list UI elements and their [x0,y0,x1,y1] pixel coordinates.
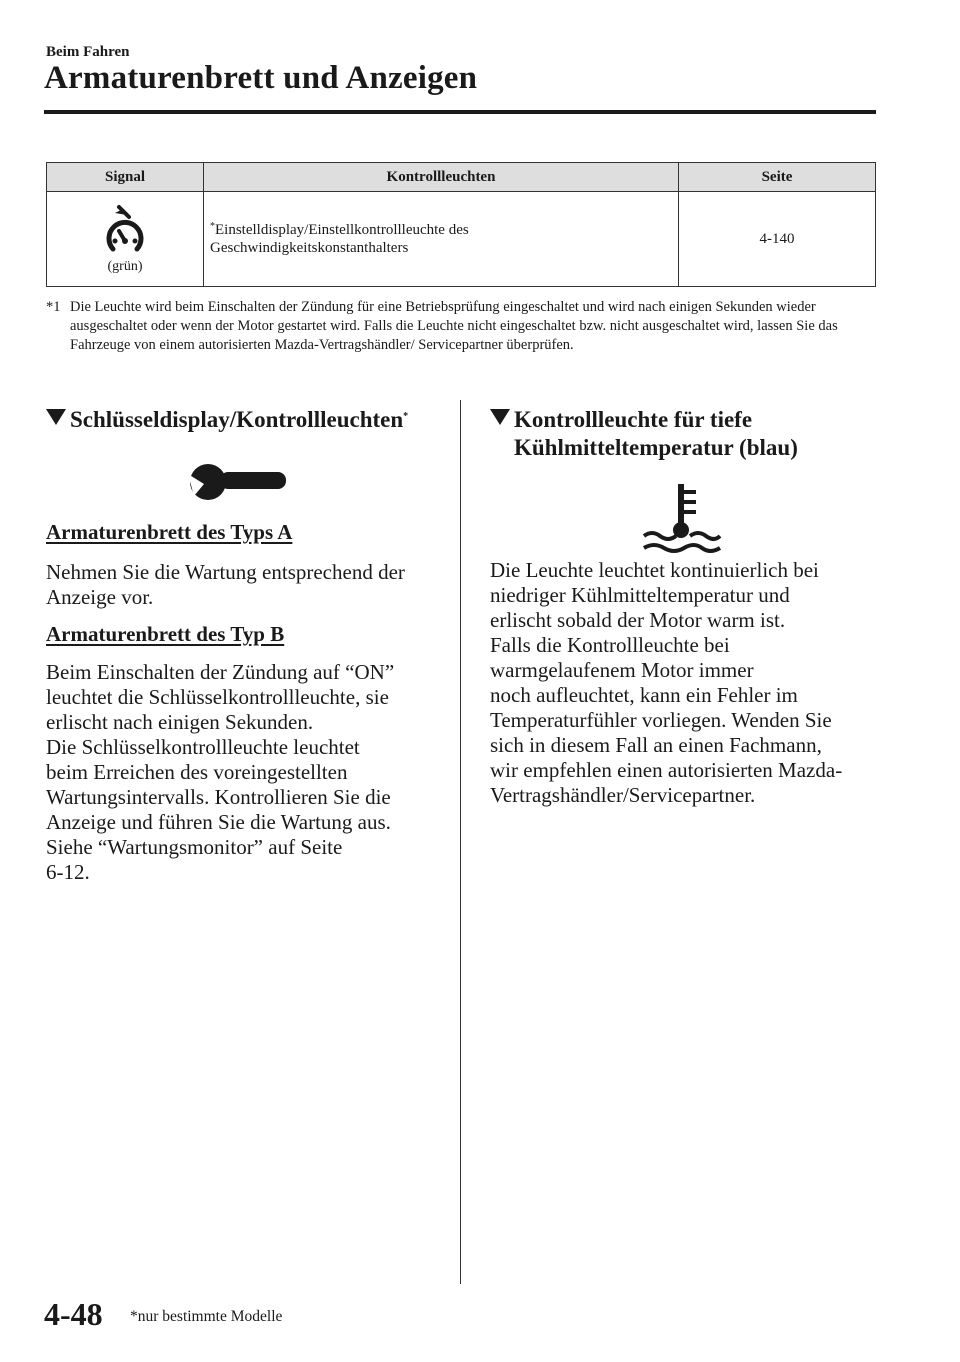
text-line: Anzeige und führen Sie die Wartung aus. [46,810,391,834]
table-row [47,192,876,287]
table-header-row [47,163,876,192]
page-title: Armaturenbrett und Anzeigen [44,60,478,96]
header-signal: Signal [47,163,204,192]
text-line: wir empfehlen einen autorisierten Mazda- [490,758,843,782]
coolant-heading-line1 [490,406,890,434]
column-divider [460,400,461,1284]
text-line: Temperaturfühler vorliegen. Wenden Sie [490,708,832,732]
description-cell [204,192,679,287]
coolant-heading-text1: Kontrollleuchte für tiefe [514,407,753,432]
subheading-type-b: Armaturenbrett des Typ B [46,622,285,646]
footer-note: *nur bestimmte Modelle [130,1308,283,1325]
paragraph-type-a [46,560,456,610]
section-label: Beim Fahren [46,44,130,60]
text-line: niedriger Kühlmitteltemperatur und [490,583,790,607]
text-line: sich in diesem Fall an einen Fachmann, [490,733,822,757]
text-line: noch aufleuchtet, kann ein Fehler im [490,683,798,707]
text-line: Siehe “Wartungsmonitor” auf Seite [46,835,343,859]
text-line: Vertragshändler/Servicepartner. [490,783,756,807]
text-line: Falls die Kontrollleuchte bei [490,633,730,657]
model-asterisk: * [210,221,215,232]
text-line: erlischt sobald der Motor warm ist. [490,608,786,632]
header-seite: Seite [679,163,876,192]
triangle-marker-icon [490,409,510,425]
page-cell: 4-140 [679,192,876,287]
coolant-paragraph [490,558,890,808]
coolant-heading [490,406,890,462]
text-line: Wartungsintervalls. Kontrollieren Sie die [46,785,391,809]
coolant-heading-line2: Kühlmitteltemperatur (blau) [514,435,798,460]
subheading-type-a: Armaturenbrett des Typs A [46,520,293,544]
triangle-marker-icon [46,409,66,425]
paragraph-type-b [46,660,456,885]
description-line2: Geschwindigkeitskonstanthalters [210,240,409,256]
title-rule [44,110,876,114]
text-line: erlischt nach einigen Sekunden. [46,710,314,734]
key-display-heading [46,406,456,434]
description-line1: Einstelldisplay/Einstellkontrollleuchte des [215,222,469,238]
page-number: 4-48 [44,1296,103,1332]
text-line: Anzeige vor. [46,585,154,609]
text-line: warmgelaufenem Motor immer [490,658,754,682]
footnote [46,298,876,355]
signal-color-label: (grün) [107,259,143,274]
signal-cell [47,192,204,287]
text-line: Beim Einschalten der Zündung auf “ON” [46,660,395,684]
text-line: Die Leuchte leuchtet kontinuierlich bei [490,558,819,582]
signal-table [46,162,876,287]
footnote-mark: *1 [46,299,61,315]
text-line: Nehmen Sie die Wartung entsprechend der [46,560,405,584]
cruise-control-speedometer-icon [101,203,149,259]
wrench-icon [186,458,290,508]
text-line: Die Schlüsselkontrollleuchte leuchtet [46,735,360,759]
header-kontrollleuchten: Kontrollleuchten [204,163,679,192]
text-line: beim Erreichen des voreingestellten [46,760,348,784]
coolant-temperature-icon [640,480,722,554]
text-line: leuchtet die Schlüsselkontrollleuchte, sie [46,685,389,709]
footnote-text: Die Leuchte wird beim Einschalten der Zündung für eine Betriebsprüfung eingeschaltet und wird nach einigen Sekunden wieder ausgeschaltet oder wenn der Motor gestartet wird. Falls die Leuchte nicht eingeschaltet bzw. nicht ausgeschaltet wird, lassen Sie das Fahrzeuge von einem autorisierten Mazda-Vertragshändler/ Servicepartner überprüfen. [70,299,838,353]
heading-asterisk: * [403,411,409,422]
key-display-heading-text: Schlüsseldisplay/Kontrollleuchten [70,407,404,432]
text-line: 6-12. [46,860,90,884]
